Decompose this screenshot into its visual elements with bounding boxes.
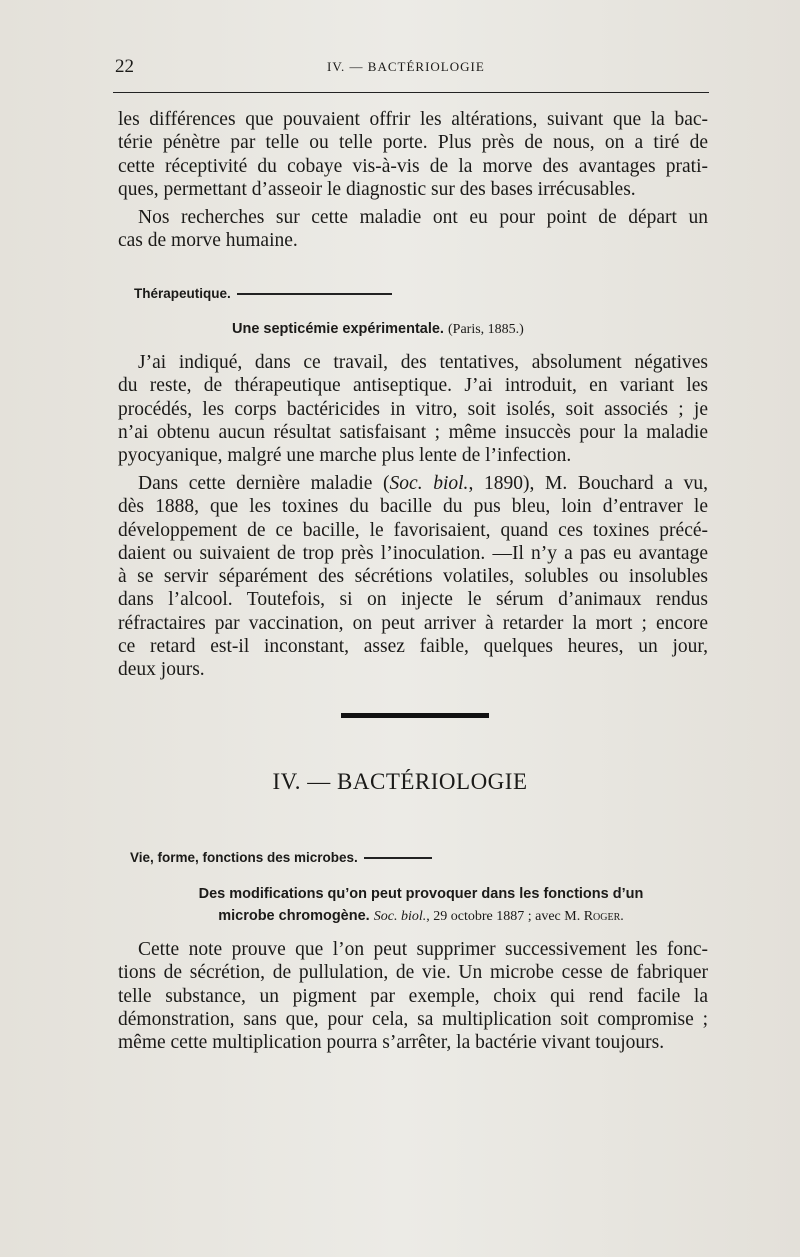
article-title-septicemie [232,321,524,338]
text-line: térie pénètre par telle ou telle porte. Plus près de nous, on a tiré de [118,132,708,154]
text-line [118,472,708,495]
article-title-modifications-2 [131,908,711,925]
journal-name: Soc. biol. [373,909,427,924]
rubric-therapeutique [134,286,392,301]
text-line: développement de ce bacille, le favorisaient, quand ces toxines précé- [118,519,708,541]
intro-paragraph [118,108,708,201]
text-line: du reste, de thérapeutique antiseptique. J’ai introduit, en variant les [118,375,708,397]
rubric-label: Vie, forme, fonctions des microbes. [130,850,358,865]
text-line: Cette note prouve que l’on peut supprimer successivement les fonc- [138,939,708,960]
text-line: même cette multiplication pourra s’arrêter, la bactérie vivant toujours. [118,1032,665,1054]
text-line: cette réceptivité du cobaye vis-à-vis de la morve des avantages prati- [118,155,708,177]
article-title-modifications [131,886,711,902]
text-line: n’ai obtenu aucun résultat satisfaisant ; même insuccès pour la maladie [118,421,708,443]
article-title-line: Des modifications qu’on peut provoquer dans les fonctions d’un [198,886,644,902]
text-line: Nos recherches sur cette maladie ont eu pour point de départ un [138,207,708,228]
text-line: procédés, les corps bactéricides in vitro, soit isolés, soit associés ; je [118,398,708,420]
bacteriologie-paragraph [118,938,708,1054]
article-reference: (Paris, 1885.) [448,322,524,337]
text-line: réfractaires par vaccination, on peut arriver à retarder la mort ; encore [118,612,708,634]
text-line: à se servir séparément des sécrétions volatiles, solubles ou insolubles [118,566,708,588]
text-line: deux jours. [118,659,205,681]
article-title: Une septicémie expérimentale. [232,321,444,337]
text-line: dans l’alcool. Toutefois, si on injecte le sérum d’animaux rendus [118,589,708,611]
rubric-vie-forme [130,850,432,865]
coauthor: Roger. [583,909,624,924]
journal-name: Soc. biol. [389,473,469,494]
text-line: ques, permettant d’asseoir le diagnostic sur des bases irrécusables. [118,178,636,200]
text-line: pyocyanique, malgré une marche plus lente de l’infection. [118,445,572,467]
therapeutique-paragraph-2 [118,472,708,682]
text-line: daient ou suivaient de trop près l’inoculation. —Il n’y a pas eu avantage [118,542,708,564]
text-line: ce retard est-il inconstant, assez faible, quelques heures, un jour, [118,636,708,658]
text-line: démonstration, sans que, pour cela, sa multiplication soit compromise ; [118,1008,708,1030]
text-line: dès 1888, que les toxines du bacille du pus bleu, loin d’entraver le [118,496,708,518]
text-line: J’ai indiqué, dans ce travail, des tentatives, absolument négatives [138,352,708,373]
article-date: , 29 octobre 1887 ; avec M. [426,909,581,924]
running-head: IV. — BACTÉRIOLOGIE [327,59,485,74]
therapeutique-paragraph-1 [118,351,708,467]
text-fragment: Dans cette dernière maladie ( [138,473,390,494]
text-line: cas de morve humaine. [118,230,298,252]
rubric-rule [237,293,392,295]
header-rule [113,92,709,93]
intro-paragraph-2 [118,206,708,253]
page-number: 22 [115,56,134,77]
text-fragment: , 1890), M. Bouchard a vu, [468,473,708,494]
text-line: les différences que pouvaient offrir les altérations, suivant que la bac- [118,109,708,130]
page-header [115,56,707,80]
text-line: telle substance, un pigment par exemple, choix qui rend facile la [118,985,708,1007]
text-line: tions de sécrétion, de pullulation, de vie. Un microbe cesse de fabriquer [118,962,708,984]
section-heading: IV. — BACTÉRIOLOGIE [272,769,528,794]
rubric-rule [364,857,432,859]
article-reference [374,909,624,924]
section-divider [341,713,489,718]
article-title-line: microbe chromogène. [218,908,370,924]
rubric-label: Thérapeutique. [134,286,231,301]
